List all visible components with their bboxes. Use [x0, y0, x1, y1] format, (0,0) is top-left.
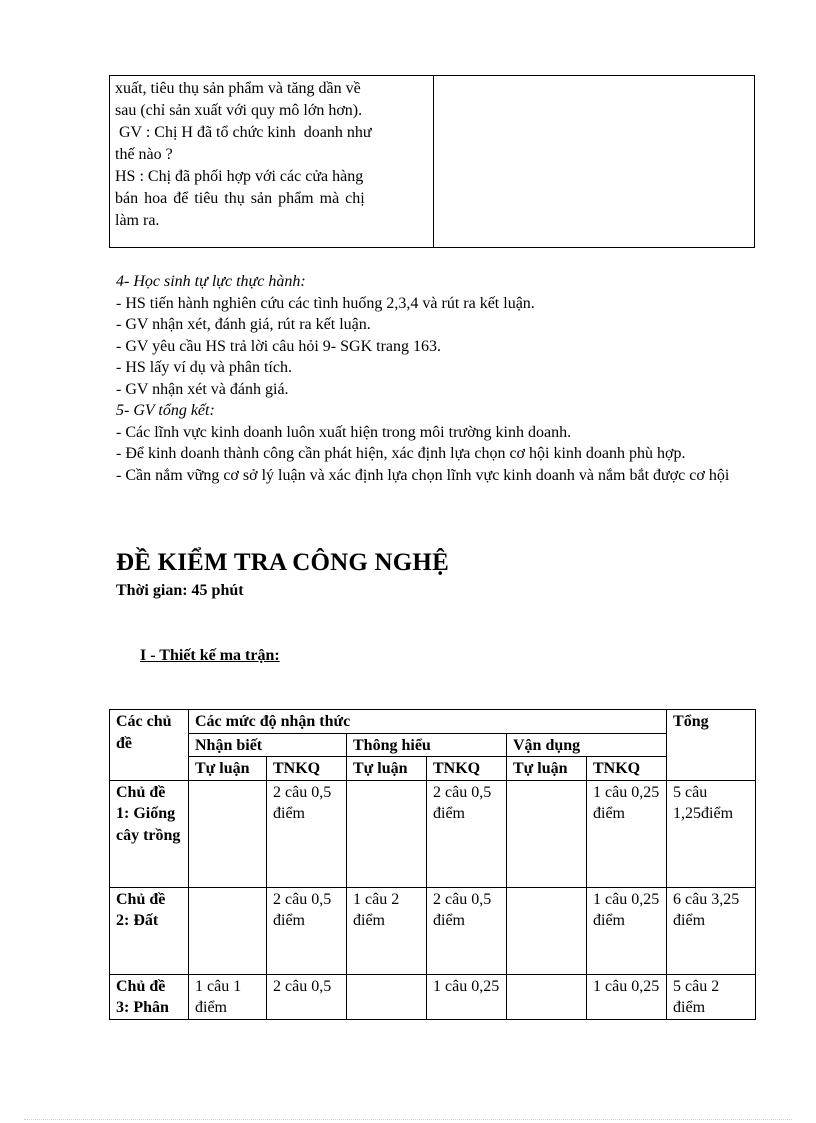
- table-cell: [347, 974, 427, 1019]
- matrix-heading: I - Thiết kế ma trận:: [140, 647, 280, 664]
- table-cell: 1 câu 0,25 điểm: [587, 780, 667, 887]
- section5-line: - Để kinh doanh thành công cần phát hiện, xác định lựa chọn cơ hội kinh doanh phù hợp.: [116, 445, 686, 462]
- sub-header: Tự luận: [347, 757, 427, 781]
- table-cell: [507, 780, 587, 887]
- cell-line: GV : Chị H đã tổ chức kinh doanh như: [115, 124, 372, 141]
- row-topic: Chủ đề 1: Giống cây trồng: [110, 780, 189, 887]
- table-row: [110, 974, 756, 1019]
- group-apply: Vận dụng: [507, 733, 667, 757]
- row-total: 5 câu 1,25điểm: [667, 780, 756, 887]
- activities-section: [116, 271, 747, 486]
- table-cell: 2 câu 0,5 điểm: [427, 887, 507, 974]
- table-cell: 1 câu 0,25 điểm: [587, 887, 667, 974]
- section4-line: - HS tiến hành nghiên cứu các tình huống 2,3,4 và rút ra kết luận.: [116, 294, 535, 312]
- row-topic: Chủ đề 3: Phân: [110, 974, 189, 1019]
- topic-header: Các chủ đề: [110, 710, 189, 781]
- total-header: Tổng: [667, 710, 756, 781]
- row-topic: Chủ đề 2: Đất: [110, 887, 189, 974]
- cell-line: sau (chỉ sản xuất với quy mô lớn hơn).: [115, 102, 363, 119]
- exam-time: Thời gian: 45 phút: [116, 582, 244, 599]
- levels-header: Các mức độ nhận thức: [189, 710, 667, 734]
- table-cell: 1 câu 0,25: [587, 974, 667, 1019]
- table-cell: [189, 780, 267, 887]
- section4-heading: 4- Học sinh tự lực thực hành:: [116, 273, 306, 290]
- cell-line: bán hoa để tiêu thụ sản phẩm mà chị: [115, 190, 365, 207]
- section5-heading: 5- GV tổng kết:: [116, 402, 215, 419]
- cell-line: làm ra.: [115, 212, 160, 229]
- table-cell: 2 câu 0,5 điểm: [267, 780, 347, 887]
- section4-line: - GV nhận xét, đánh giá, rút ra kết luận.: [116, 316, 371, 333]
- section5-line: - Các lĩnh vực kinh doanh luôn xuất hiện trong môi trường kinh doanh.: [116, 423, 572, 441]
- table-cell: 2 câu 0,5 điểm: [267, 887, 347, 974]
- table-cell: 2 câu 0,5 điểm: [427, 780, 507, 887]
- table-cell: [189, 887, 267, 974]
- cell-line: thế nào ?: [115, 146, 173, 163]
- group-row: [110, 733, 756, 757]
- sub-header-row: [110, 757, 756, 781]
- left-cell: [115, 78, 427, 232]
- table-cell: [507, 974, 587, 1019]
- table-cell: 1 câu 0,25: [427, 974, 507, 1019]
- section4-line: - GV yêu cầu HS trả lời câu hỏi 9- SGK trang 163.: [116, 337, 441, 355]
- sub-header: TNKQ: [587, 757, 667, 781]
- row-total: 5 câu 2 điểm: [667, 974, 756, 1019]
- exam-matrix-table: [109, 709, 756, 1020]
- table-cell: 1 câu 1 điểm: [189, 974, 267, 1019]
- column-divider: [433, 76, 434, 247]
- sub-header: Tự luận: [507, 757, 587, 781]
- page-bottom-rule: [24, 1119, 792, 1120]
- table-cell: [347, 780, 427, 887]
- row-total: 6 câu 3,25 điểm: [667, 887, 756, 974]
- sub-header: TNKQ: [427, 757, 507, 781]
- table-row: [110, 780, 756, 887]
- table-cell: 2 câu 0,5: [267, 974, 347, 1019]
- continuation-table: [109, 75, 755, 248]
- cell-line: xuất, tiêu thụ sản phẩm và tăng dần về: [115, 80, 361, 97]
- group-recognize: Nhận biết: [189, 733, 347, 757]
- table-cell: [507, 887, 587, 974]
- group-understand: Thông hiểu: [347, 733, 507, 757]
- section5-line: - Cần nắm vững cơ sở lý luận và xác định lựa chọn lĩnh vực kinh doanh và nắm bắt được cơ hội: [116, 466, 730, 484]
- header-row: [110, 710, 756, 734]
- table-cell: 1 câu 2 điểm: [347, 887, 427, 974]
- section4-line: - GV nhận xét và đánh giá.: [116, 380, 289, 398]
- exam-title: ĐỀ KIỂM TRA CÔNG NGHỆ: [116, 549, 449, 576]
- section4-line: - HS lấy ví dụ và phân tích.: [116, 359, 292, 376]
- sub-header: Tự luận: [189, 757, 267, 781]
- table-row: [110, 887, 756, 974]
- sub-header: TNKQ: [267, 757, 347, 781]
- cell-line: HS : Chị đã phối hợp với các cửa hàng: [115, 168, 364, 185]
